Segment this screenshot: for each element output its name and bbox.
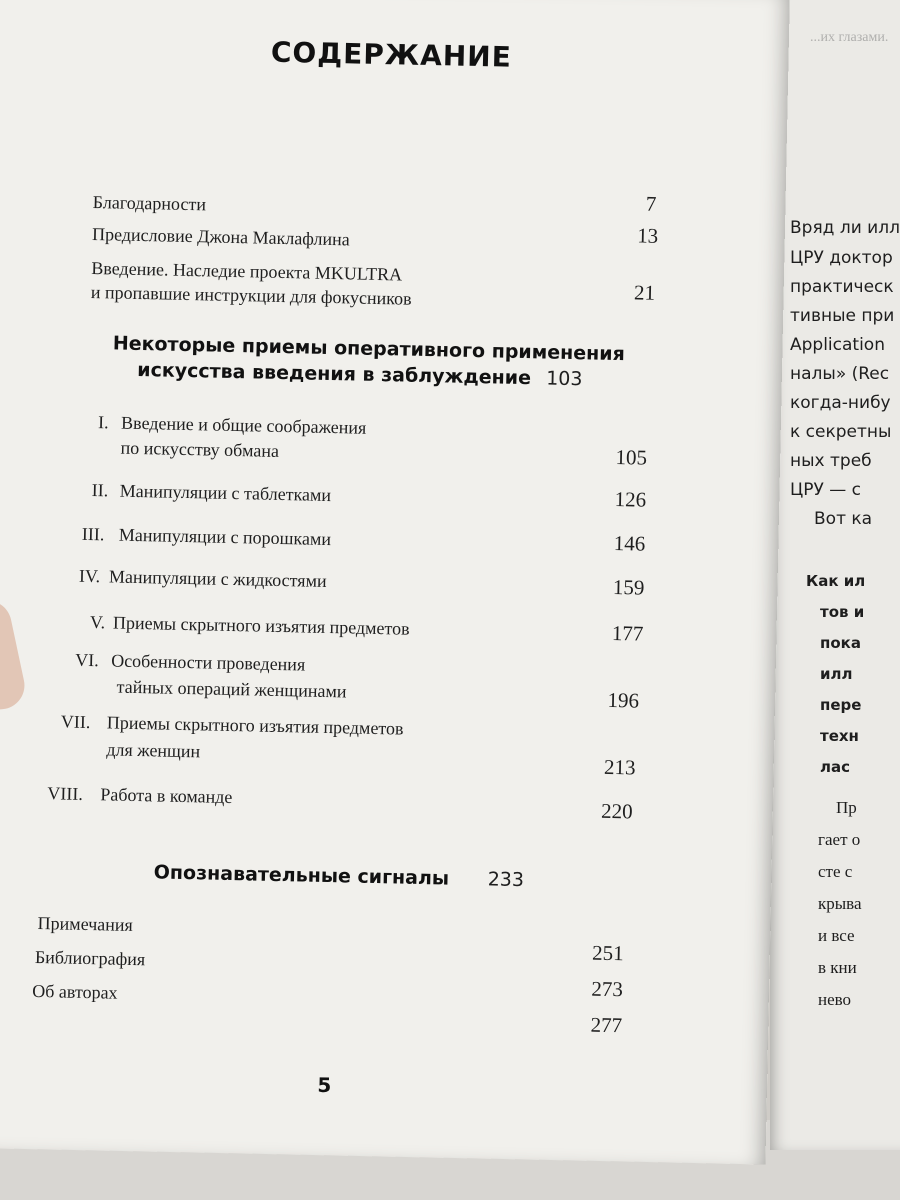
chapter-title: Манипуляции с таблетками bbox=[119, 480, 332, 506]
chapter-number: II. bbox=[91, 480, 109, 501]
toc-entry-page: 273 bbox=[591, 976, 624, 1002]
right-page-line: Вот ка bbox=[814, 509, 873, 529]
chapter-title: Приемы скрытного изъятия предметов bbox=[112, 612, 410, 639]
chapter-page: 213 bbox=[603, 754, 636, 780]
right-page-bold-line: пока bbox=[820, 634, 861, 652]
part-page: 233 bbox=[487, 868, 525, 892]
chapter-page: 159 bbox=[612, 574, 645, 600]
chapter-number: VIII. bbox=[47, 783, 84, 804]
chapter-title-continued: по искусству обмана bbox=[120, 437, 280, 461]
chapter-number: VI. bbox=[74, 649, 99, 671]
right-page-serif-line: Пр bbox=[836, 798, 857, 817]
toc-entry-label: Примечания bbox=[37, 912, 134, 935]
part-page: 103 bbox=[545, 367, 583, 391]
right-page-serif-line: в кни bbox=[818, 958, 857, 977]
right-page-header: ...их глазами. bbox=[810, 30, 889, 45]
chapter-page: 126 bbox=[614, 486, 647, 512]
right-page-bold-line: тов и bbox=[820, 603, 865, 621]
part-heading: Некоторые приемы оперативного применения bbox=[112, 332, 626, 366]
right-page-serif-line: гает о bbox=[818, 830, 861, 849]
chapter-title: Особенности проведения bbox=[110, 650, 306, 675]
toc-entry-label: Об авторах bbox=[32, 980, 118, 1003]
toc-entry-label: Библиография bbox=[34, 946, 146, 970]
right-page-line: ЦРУ доктор bbox=[790, 248, 893, 268]
chapter-number: IV. bbox=[78, 565, 101, 587]
toc-entry-label-continued: и пропавшие инструкции для фокусников bbox=[90, 281, 412, 309]
part-heading: Опознавательные сигналы bbox=[153, 861, 450, 890]
right-page-line: ЦРУ — с bbox=[790, 480, 861, 500]
right-page-line: налы» (Rec bbox=[790, 364, 890, 384]
right-page-bold-line: лас bbox=[820, 758, 850, 776]
chapter-number: III. bbox=[81, 523, 105, 545]
right-page-line: тивные при bbox=[790, 306, 895, 326]
right-page-line: Application bbox=[790, 335, 885, 355]
chapter-page: 177 bbox=[611, 620, 644, 646]
chapter-page: 105 bbox=[615, 444, 648, 470]
right-page-bold-line: Как ил bbox=[806, 572, 866, 590]
toc-entry-label: Благодарности bbox=[92, 191, 207, 215]
chapter-page: 196 bbox=[607, 687, 640, 713]
page-number: 5 bbox=[317, 1072, 332, 1098]
right-page-line: Вряд ли илл bbox=[790, 218, 900, 238]
toc-entry-page: 7 bbox=[645, 191, 657, 216]
chapter-number: VII. bbox=[60, 711, 91, 733]
toc-entry-page: 251 bbox=[591, 940, 624, 966]
chapter-number: V. bbox=[89, 612, 106, 633]
toc-title: СОДЕРЖАНИЕ bbox=[270, 35, 513, 74]
part-heading-continued: искусства введения в заблуждение bbox=[137, 358, 532, 390]
chapter-page: 220 bbox=[600, 798, 633, 824]
right-page-serif-line: сте с bbox=[818, 862, 853, 881]
right-page-line: к секретны bbox=[790, 422, 892, 442]
chapter-title: Работа в команде bbox=[100, 784, 233, 808]
right-page-serif-line: и все bbox=[818, 926, 855, 945]
right-page-serif-line: крыва bbox=[818, 894, 862, 913]
chapter-title-continued: для женщин bbox=[106, 739, 201, 762]
right-page-serif-line: нево bbox=[818, 990, 852, 1009]
right-page bbox=[770, 0, 900, 1150]
right-page-bold-line: илл bbox=[820, 665, 853, 683]
chapter-title: Манипуляции с жидкостями bbox=[108, 566, 327, 591]
chapter-title: Приемы скрытного изъятия предметов bbox=[106, 712, 404, 739]
toc-entry-page: 277 bbox=[590, 1012, 623, 1038]
toc-entry-label: Предисловие Джона Маклафлина bbox=[91, 223, 350, 250]
right-page-line: когда-нибу bbox=[790, 393, 891, 413]
chapter-title: Манипуляции с порошками bbox=[118, 524, 332, 550]
chapter-number: I. bbox=[97, 412, 109, 433]
toc-entry-page: 13 bbox=[636, 223, 659, 248]
right-page-bold-line: пере bbox=[820, 696, 862, 714]
right-page-bold-line: техн bbox=[820, 727, 859, 745]
toc-entry-label: Введение. Наследие проекта MKULTRA bbox=[91, 257, 403, 285]
chapter-title-continued: тайных операций женщинами bbox=[116, 676, 347, 702]
right-page-line: ных треб bbox=[790, 451, 872, 471]
right-page-line: практическ bbox=[790, 277, 894, 297]
chapter-page: 146 bbox=[613, 530, 646, 556]
toc-entry-page: 21 bbox=[633, 280, 656, 305]
chapter-title: Введение и общие соображения bbox=[120, 412, 367, 438]
